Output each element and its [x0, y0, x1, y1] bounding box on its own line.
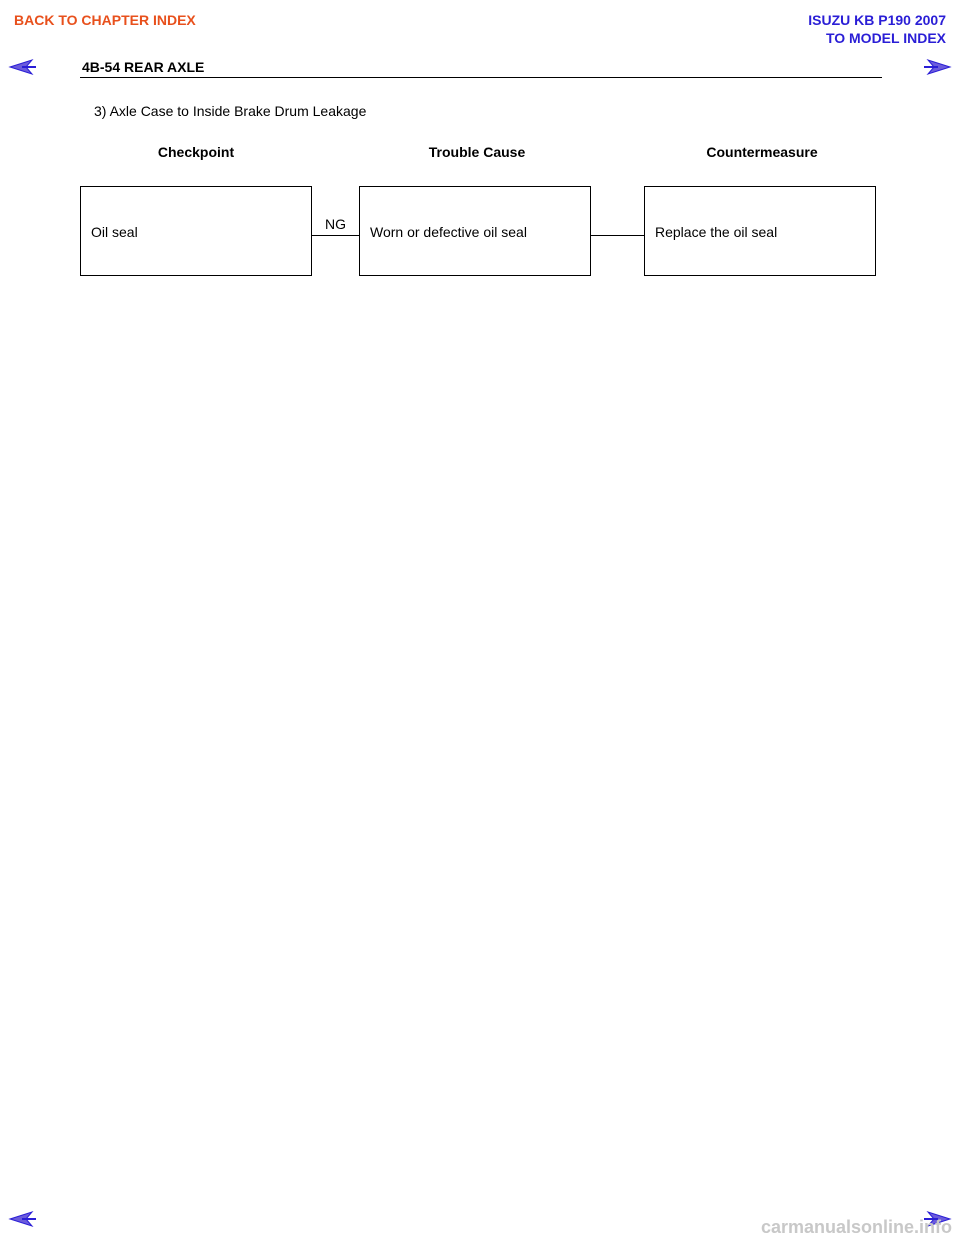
next-page-arrow-icon[interactable]: [922, 58, 952, 76]
checkpoint-box: [80, 186, 312, 276]
column-header-checkpoint: Checkpoint: [157, 144, 235, 160]
back-to-chapter-index-link[interactable]: BACK TO CHAPTER INDEX: [14, 12, 196, 28]
watermark: carmanualsonline.info: [760, 1217, 952, 1237]
trouble-cause-box: [359, 186, 591, 276]
previous-page-arrow-icon[interactable]: [8, 58, 38, 76]
countermeasure-text: Replace the oil seal: [655, 224, 778, 240]
checkpoint-text: Oil seal: [91, 224, 138, 240]
ng-connector-line: [312, 235, 359, 236]
header-divider: [80, 77, 882, 78]
column-header-countermeasure: Countermeasure: [706, 144, 818, 160]
to-model-index-link[interactable]: TO MODEL INDEX: [825, 30, 946, 46]
model-title-link[interactable]: ISUZU KB P190 2007: [808, 12, 946, 28]
previous-page-bottom-arrow-icon[interactable]: [8, 1210, 38, 1228]
section-title: 4B-54 REAR AXLE: [82, 59, 205, 75]
countermeasure-connector-line: [591, 235, 644, 236]
ng-label: NG: [325, 216, 346, 232]
countermeasure-box: [644, 186, 876, 276]
trouble-cause-text: Worn or defective oil seal: [370, 224, 527, 240]
procedure-subheading: 3) Axle Case to Inside Brake Drum Leakage: [94, 103, 367, 119]
column-header-trouble-cause: Trouble Cause: [428, 144, 526, 160]
